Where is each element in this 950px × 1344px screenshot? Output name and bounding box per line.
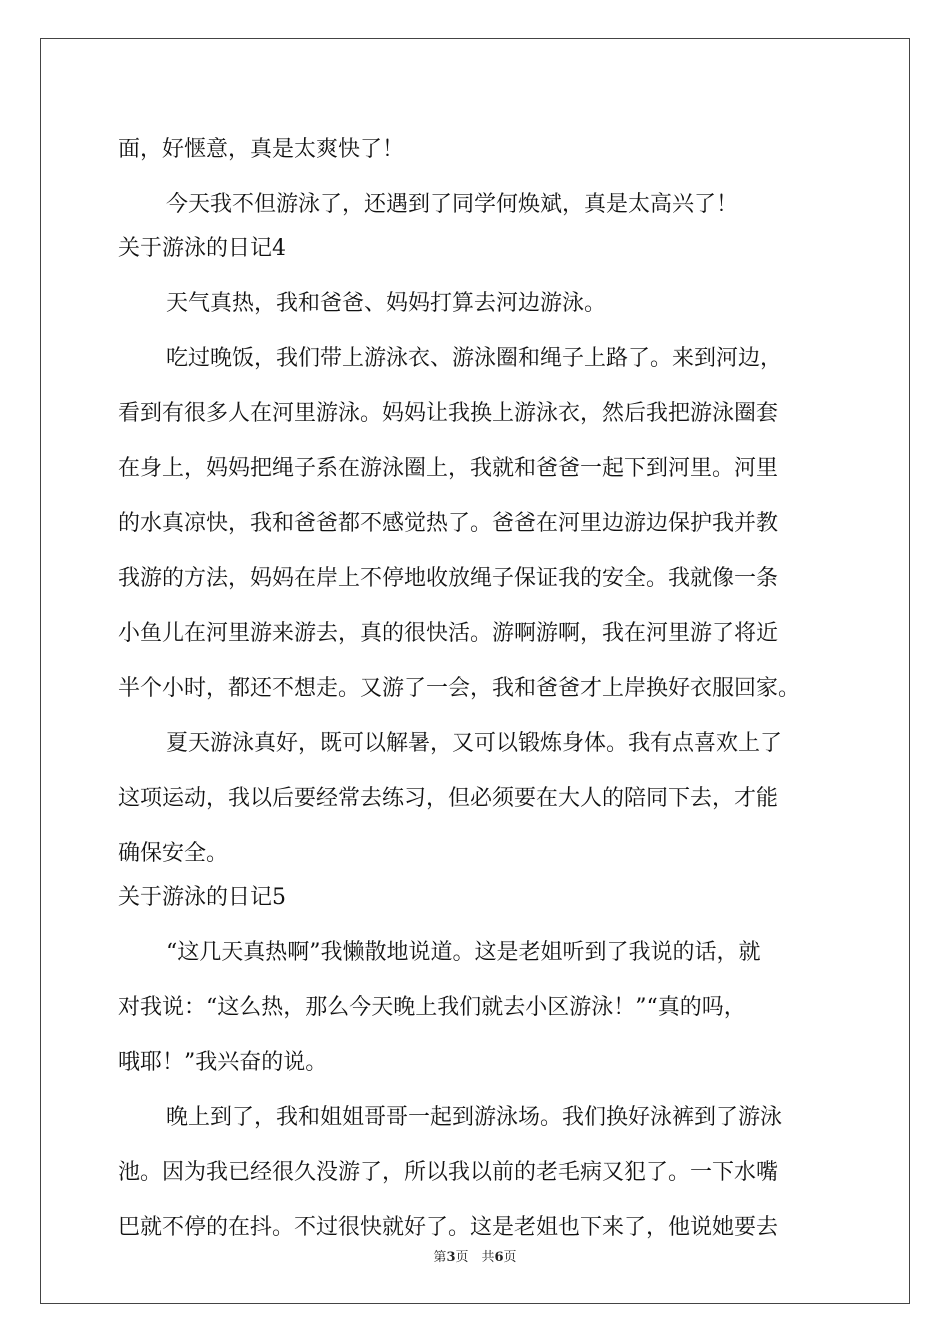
- text-line: 今天我不但游泳了，还遇到了同学何焕斌，真是太高兴了！: [166, 192, 739, 217]
- text-line: 我游的方法，妈妈在岸上不停地收放绳子保证我的安全。我就像一条: [118, 566, 779, 591]
- text-line: 对我说：“这么热，那么今天晚上我们就去小区游泳！”“真的吗，: [118, 995, 746, 1020]
- text-line: 哦耶！”我兴奋的说。: [118, 1050, 328, 1075]
- text-line: 天气真热，我和爸爸、妈妈打算去河边游泳。: [166, 291, 607, 316]
- footer-page-number: 3: [446, 1250, 456, 1265]
- document-body: [118, 128, 838, 1250]
- section-heading-5: 关于游泳的日记5: [118, 885, 286, 910]
- text-line: 巴就不停的在抖。不过很快就好了。这是老姐也下来了，他说她要去: [118, 1215, 779, 1240]
- text-line: 看到有很多人在河里游泳。妈妈让我换上游泳衣，然后我把游泳圈套: [118, 401, 779, 426]
- footer-prefix: 第: [433, 1250, 447, 1265]
- page-footer: [0, 1246, 950, 1265]
- footer-mid: 页 共: [455, 1250, 495, 1265]
- text-line: 小鱼儿在河里游来游去，真的很快活。游啊游啊，我在河里游了将近: [118, 621, 779, 646]
- text-line: 的水真凉快，我和爸爸都不感觉热了。爸爸在河里边游边保护我并教: [118, 511, 779, 536]
- text-line: “这几天真热啊”我懒散地说道。这是老姐听到了我说的话，就: [166, 940, 761, 965]
- text-line: 面，好惬意，真是太爽快了！: [118, 137, 405, 162]
- text-line: 确保安全。: [118, 841, 229, 866]
- text-line: 夏天游泳真好，既可以解暑，又可以锻炼身体。我有点喜欢上了: [166, 731, 783, 756]
- text-line: 晚上到了，我和姐姐哥哥一起到游泳场。我们换好泳裤到了游泳: [166, 1105, 783, 1130]
- footer-suffix: 页: [503, 1250, 517, 1265]
- text-line: 在身上，妈妈把绳子系在游泳圈上，我就和爸爸一起下到河里。河里: [118, 456, 779, 481]
- text-line: 半个小时，都还不想走。又游了一会，我和爸爸才上岸换好衣服回家。: [118, 676, 801, 701]
- section-heading-4: 关于游泳的日记4: [118, 236, 286, 261]
- footer-total-pages: 6: [494, 1250, 504, 1265]
- text-line: 这项运动，我以后要经常去练习，但必须要在大人的陪同下去，才能: [118, 786, 779, 811]
- text-line: 池。因为我已经很久没游了，所以我以前的老毛病又犯了。一下水嘴: [118, 1160, 779, 1185]
- text-line: 吃过晚饭，我们带上游泳衣、游泳圈和绳子上路了。来到河边，: [166, 346, 783, 371]
